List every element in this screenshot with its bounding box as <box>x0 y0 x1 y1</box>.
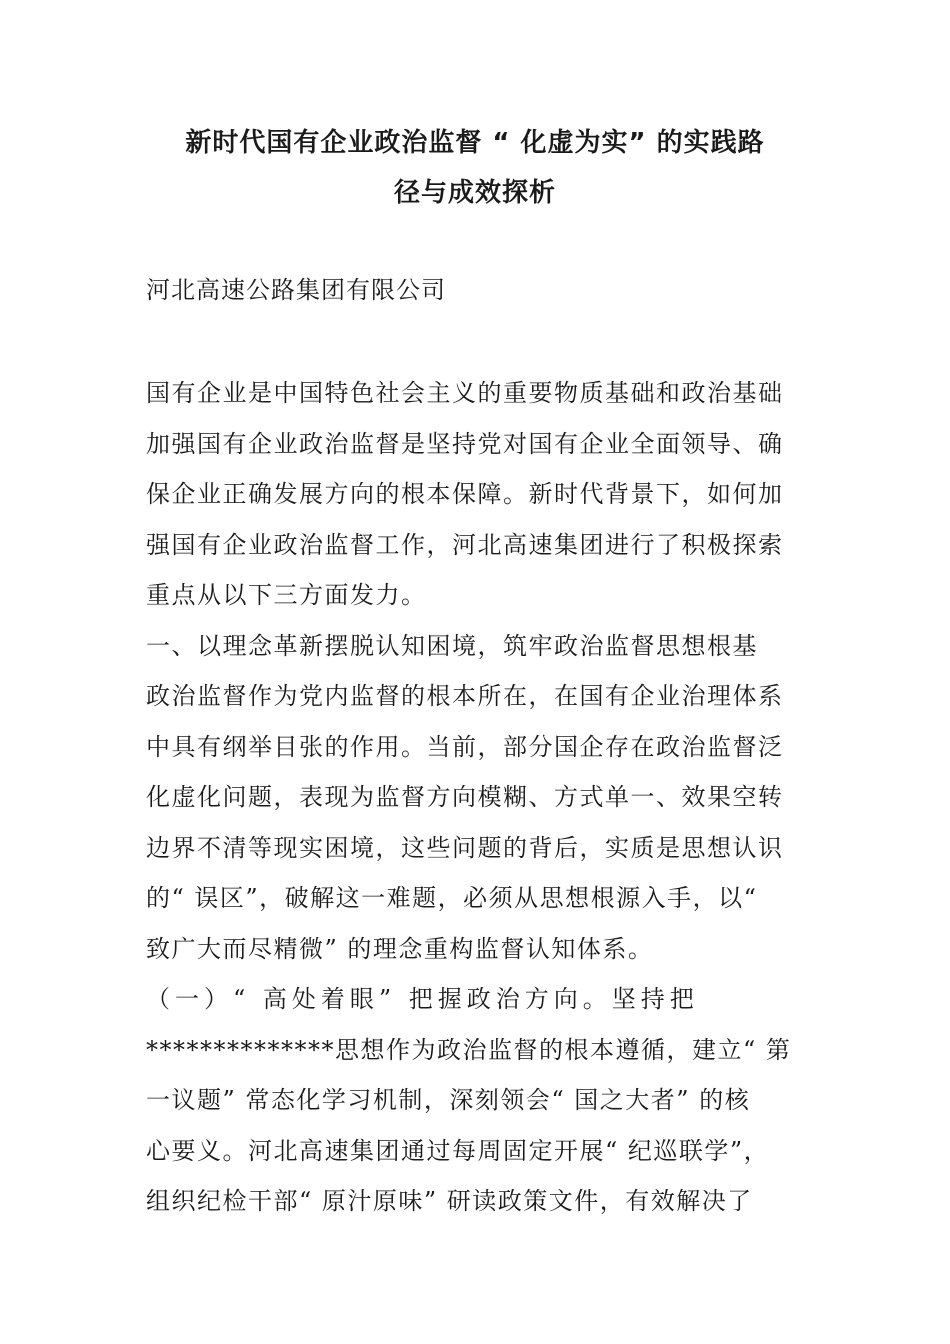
body-line: 的“ 误区”，破解这一难题，必须从思想根源入手，以“ <box>146 884 758 912</box>
author-organization: 河北高速公路集团有限公司 <box>146 276 446 304</box>
body-line: 加强国有企业政治监督是坚持党对国有企业全面领导、确 <box>146 429 784 458</box>
body-line: 边界不清等现实困境，这些问题的背后，实质是思想认识 <box>146 833 784 862</box>
title-line: 新时代国有企业政治监督 “ 化虚为实” 的实践路 <box>185 128 765 158</box>
body-line: 致广大而尽精微” 的理念重构监督认知体系。 <box>146 934 654 963</box>
subsection-heading: （一）“ 高处着眼” 把握政治方向。坚持把 <box>146 985 699 1013</box>
body-line: **************思想作为政治监督的根本遵循，建立“ 第 <box>146 1035 792 1064</box>
document-body <box>146 368 806 1227</box>
title-line: 径与成效探析 <box>393 178 556 208</box>
body-line: 政治监督作为党内监督的根本所在，在国有企业治理体系 <box>146 682 784 710</box>
body-line: 中具有纲举目张的作用。当前，部分国企存在政治监督泛 <box>146 732 784 761</box>
body-line: 国有企业是中国特色社会主义的重要物质基础和政治基础 <box>146 379 784 407</box>
body-line: 强国有企业政治监督工作，河北高速集团进行了积极探索 <box>146 530 784 559</box>
body-line: 化虚化问题，表现为监督方向模糊、方式单一、效果空转 <box>146 783 784 811</box>
body-line: 心要义。河北高速集团通过每周固定开展“ 纪巡联学”， <box>146 1136 770 1165</box>
body-line: 一议题” 常态化学习机制，深刻领会“ 国之大者” 的核 <box>146 1086 751 1114</box>
document-title <box>120 118 830 218</box>
body-line: 组织纪检干部“ 原汁原味” 研读政策文件，有效解决了 <box>146 1187 753 1215</box>
body-line: 保企业正确发展方向的根本保障。新时代背景下，如何加 <box>146 480 784 508</box>
body-line: 重点从以下三方面发力。 <box>146 581 427 609</box>
section-heading: 一、以理念革新摆脱认知困境，筑牢政治监督思想根基 <box>146 631 758 660</box>
